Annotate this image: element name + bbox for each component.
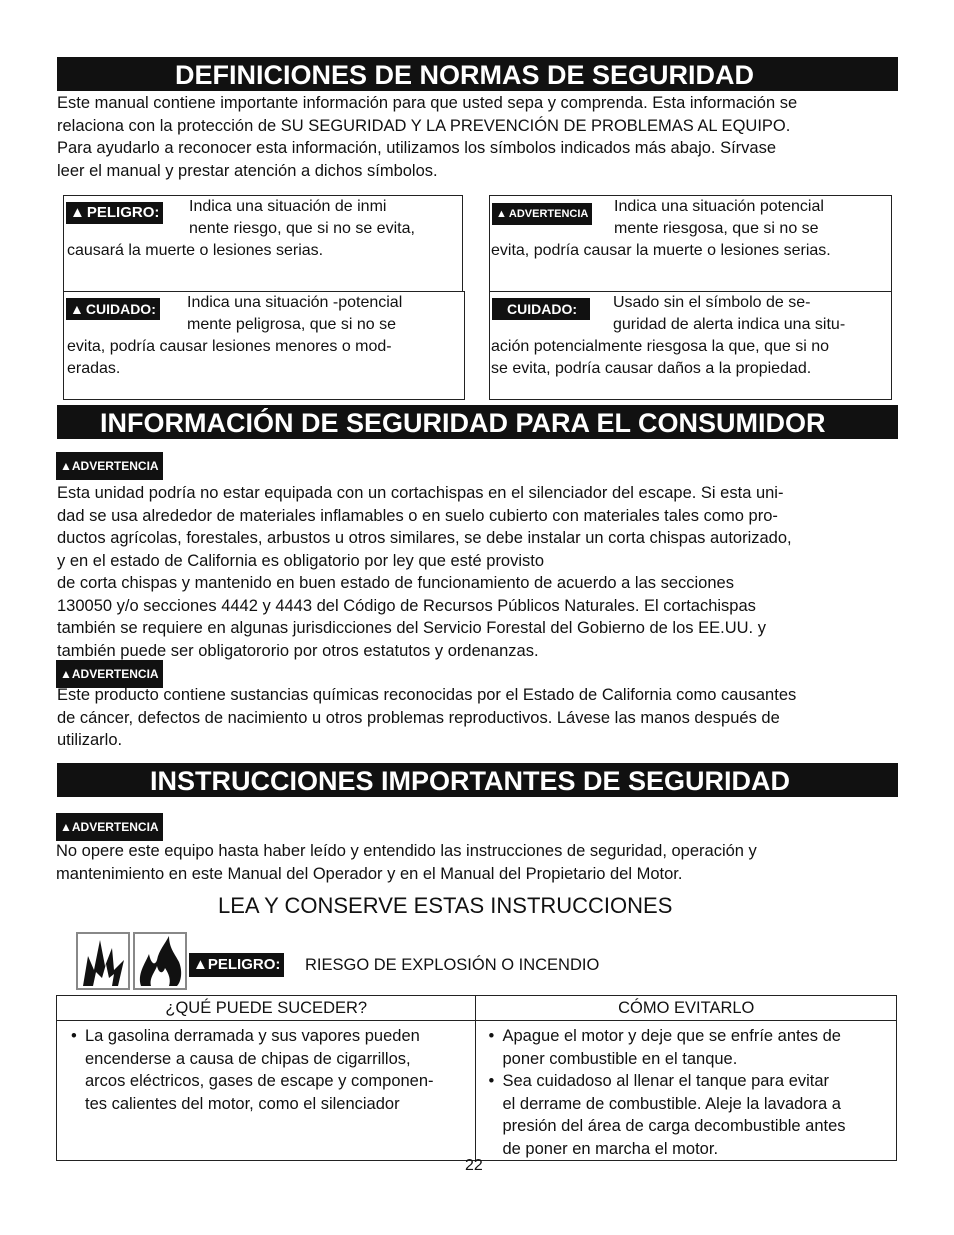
advertencia-badge: ▲ADVERTENCIA: [56, 452, 163, 480]
definition-text: Indica una situación -potencial mente peligrosa, que si no se: [187, 294, 403, 333]
table-cell: [476, 1021, 897, 1161]
list-item: • La gasolina derramada y sus vapores pueden encenderse a causa de chipas de cigarrillos, arcos eléctricos, gases de escape y componen- tes calientes del motor, como el silenciador: [71, 1025, 469, 1115]
text-line: relaciona con la protección de SU SEGURIDAD Y LA PREVENCIÓN DE PROBLEMAS AL EQUIPO.: [57, 116, 791, 135]
section-banner-definiciones: [57, 57, 898, 91]
warning-triangle-icon: ▲: [193, 956, 208, 973]
definition-text: causará la muerte o lesiones serias.: [67, 242, 324, 259]
section-title: DEFINICIONES DE NORMAS DE SEGURIDAD: [175, 60, 755, 90]
spark-arrester-paragraph: Esta unidad podría no estar equipada con un cortachispas en el silenciador del escape. Si esta uni- dad se usa alrededor de materiales inflamables o en suelo cubierto con materiales tales como pro- ductos agrícolas, forestales, arbustos u otros similares, se debe instalar un corta chispas autorizado, y en el estado de California es obligatorio por ley que esté provisto de corta chispas y mantenido en buen estado de funcionamiento de acuerdo a las secciones 130050 y/o secciones 4442 y 4443 del Código de Recursos Públicos Naturales. El cortachispas también se requiere en algunas jurisdicciones del Servicio Forestal del Gobierno de los EE.UU. y también puede ser obligatororio por otros estatutos y ordenanzas.: [57, 484, 792, 660]
advertencia-badge: ▲ADVERTENCIA: [56, 813, 163, 841]
warning-triangle-icon: ▲: [60, 667, 72, 681]
fire-icon: [133, 932, 187, 990]
text-line: leer el manual y prestar atención a dichos símbolos.: [57, 161, 438, 180]
definition-box-cuidado: [489, 291, 892, 400]
definition-text: Indica una situación de inmi nente riesgo, que si no se evita,: [189, 198, 415, 237]
definition-text: Indica una situación potencial mente riesgosa, que si no se: [614, 198, 824, 237]
hazard-table: [56, 995, 897, 1161]
definition-box-peligro: [63, 195, 463, 292]
table-cell: [57, 1021, 476, 1161]
definition-text: Usado sin el símbolo de se- guridad de alerta indica una situ-: [613, 294, 846, 333]
table-header-row: [57, 996, 897, 1021]
list-item: • Apague el motor y deje que se enfríe antes de poner combustible en el tanque.: [488, 1025, 890, 1070]
warning-triangle-icon: ▲: [70, 301, 84, 317]
table-row: [57, 1021, 897, 1161]
text-line: Este manual contiene importante información para que usted sepa y comprenda. Esta información se: [57, 94, 798, 112]
column-header: ¿QUÉ PUEDE SUCEDER?: [57, 996, 476, 1021]
cuidado-alert-badge: ▲ CUIDADO:: [66, 298, 160, 320]
warning-triangle-icon: ▲: [496, 208, 507, 220]
definition-box-advertencia: [489, 195, 892, 292]
definition-text: ación potencialmente riesgosa la que, que si no se evita, podría causar daños a la propiedad.: [491, 338, 829, 377]
section-title: INFORMACIÓN DE SEGURIDAD PARA EL CONSUMIDOR: [100, 408, 826, 438]
warning-triangle-icon: ▲: [70, 204, 85, 221]
advertencia-badge: ▲ ADVERTENCIA: [492, 203, 592, 225]
definition-text: evita, podría causar lesiones menores o mod- eradas.: [67, 338, 392, 377]
cuidado-badge: CUIDADO:: [492, 298, 590, 320]
text-line: Para ayudarlo a reconocer esta información, utilizamos los símbolos indicados más abajo. Sírvase: [57, 139, 777, 157]
explosion-icon: [76, 932, 130, 990]
list-item: • Sea cuidadoso al llenar el tanque para evitar el derrame de combustible. Aleje la lavadora a presión del área de carga decombustible antes de poner en marcha el motor.: [488, 1070, 890, 1160]
definition-text: evita, podría causar la muerte o lesiones serias.: [491, 242, 831, 259]
column-header: CÓMO EVITARLO: [476, 996, 897, 1021]
section-banner-consumidor: [57, 405, 898, 439]
chemicals-paragraph: Este producto contiene sustancias químicas reconocidas por el Estado de California como causantes de cáncer, defectos de nacimiento u otros problemas reproductivos. Lávese las manos después de utilizarlo.: [57, 686, 797, 749]
hazard-title: RIESGO DE EXPLOSIÓN O INCENDIO: [305, 956, 600, 974]
warning-triangle-icon: ▲: [60, 459, 72, 473]
operator-paragraph: No opere este equipo hasta haber leído y entendido las instrucciones de seguridad, operación y mantenimiento en este Manual del Operador y en el Manual del Propietario del Motor.: [56, 842, 757, 883]
definition-box-cuidado-alert: [63, 291, 465, 400]
subheading: LEA Y CONSERVE ESTAS INSTRUCCIONES: [218, 893, 673, 918]
peligro-badge: ▲ PELIGRO:: [66, 202, 163, 224]
peligro-badge: ▲PELIGRO:: [189, 953, 284, 977]
warning-triangle-icon: ▲: [60, 820, 72, 834]
advertencia-badge: ▲ADVERTENCIA: [56, 660, 163, 688]
section-banner-instrucciones: [57, 763, 898, 797]
intro-paragraph: [57, 92, 907, 182]
section-title: INSTRUCCIONES IMPORTANTES DE SEGURIDAD: [150, 766, 791, 796]
page-number: 22: [465, 1157, 483, 1174]
